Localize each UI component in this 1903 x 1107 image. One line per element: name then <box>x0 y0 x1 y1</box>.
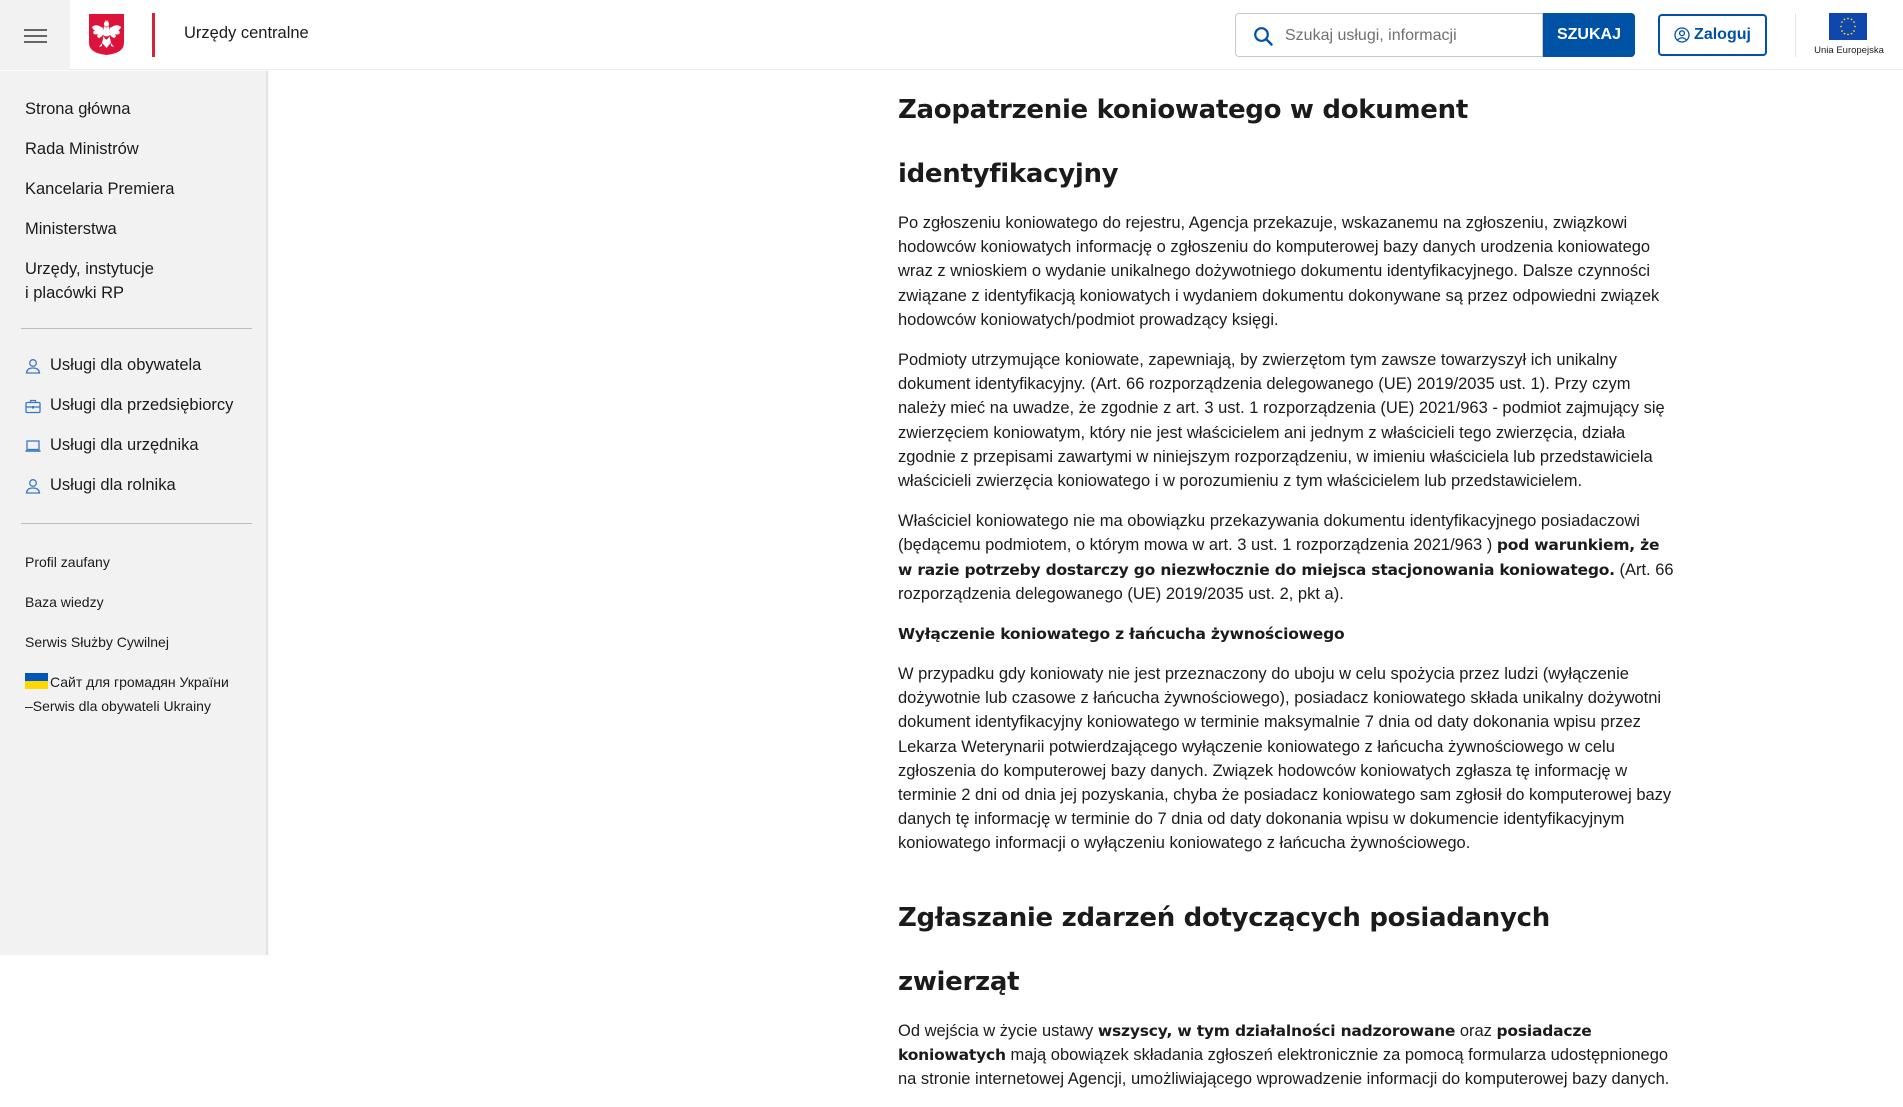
sidebar-link-label: Сайт для громадян України <box>50 674 229 690</box>
paragraph-text: mają obowiązek składania zgłoszeń elektronicznie za pomocą formularza udostępnionego na stronie internetowej Agencji, umożliwiającego wprowadzenie informacji do komputerowej bazy danych. <box>898 1045 1670 1089</box>
paragraph <box>898 509 1678 606</box>
eu-label: Unia Europejska <box>1814 45 1884 56</box>
main-content <box>898 78 1678 1107</box>
user-circle-icon <box>1674 27 1690 43</box>
laptop-icon <box>25 438 41 454</box>
sidebar-item-label: Urzędy, instytucje <box>25 260 154 278</box>
sidebar-link-baza-wiedzy[interactable]: Baza wiedzy <box>25 594 104 610</box>
briefcase-icon <box>25 398 41 414</box>
sidebar-link-sluzba-cywilna[interactable]: Serwis Służby Cywilnej <box>25 634 169 650</box>
paragraph-bold-text: pod warunkiem, że w razie potrzeby dostarczy go niezwłocznie do miejsca stacjonowania koniowatego. <box>898 536 1660 579</box>
sidebar-item-ministerstwa[interactable]: Ministerstwa <box>25 220 117 238</box>
login-label: Zaloguj <box>1694 26 1751 43</box>
header-red-divider <box>152 13 155 57</box>
sidebar-item-label: Usługi dla rolnika <box>50 476 176 494</box>
sidebar-item-kancelaria-premiera[interactable]: Kancelaria Premiera <box>25 180 175 198</box>
sidebar-link-label: –Serwis dla obywateli Ukrainy <box>25 698 211 714</box>
person-icon <box>25 358 41 374</box>
paragraph-text: (Art. 66 rozporządzenia delegowanego (UE) 2019/2035 ust. 2, pkt a). <box>898 560 1674 603</box>
subheading: Wyłączenie koniowatego z łańcucha żywnościowego <box>898 625 1345 644</box>
hamburger-icon-line <box>24 41 47 43</box>
paragraph: Podmioty utrzymujące koniowate, zapewniają, by zwierzętom tym zawsze towarzyszył ich unikalny dokument identyfikacyjny. (Art. 66 rozporządzenia delegowanego (UE) 2019/2035 ust. 1). Przy czym należy mieć na uwadze, że zgodnie z art. 3 ust. 1 rozporządzenia (UE) 2021/963 - podmiot zajmujący się zwierzęciem koniowatym, który nie jest właścicielem ani jednym z właścicieli tego zwierzęcia, działa zgodnie z przepisami zawartymi w niniejszym rozporządzeniu, w imieniu właściciela lub przedstawiciela właścicieli zwierzęcia koniowatego i w porozumieniu z tym właścicielem lub przedstawicielem. <box>898 351 1665 491</box>
paragraph-bold-text: wszyscy, w tym działalności nadzorowane <box>1097 1021 1456 1040</box>
search-input[interactable] <box>1285 22 1530 50</box>
paragraph-bold-text: posiadacze koniowatych <box>898 1021 1592 1064</box>
search-field[interactable] <box>1235 13 1543 57</box>
sidebar-item-label: i placówki RP <box>25 284 125 302</box>
person-icon <box>25 478 41 494</box>
search-button[interactable]: SZUKAJ <box>1543 13 1635 57</box>
sidebar-item-uslugi-obywatel[interactable] <box>25 356 201 375</box>
sidebar-item-label: Usługi dla przedsiębiorcy <box>50 396 234 414</box>
top-header <box>0 0 1903 70</box>
sidebar-divider <box>21 523 252 524</box>
paragraph-text: Właściciel koniowatego nie ma obowiązku przekazywania dokumentu identyfikacyjnego posiadaczowi (będącemu podmiotem, o którym mowa w art. 3 ust. 1 rozporządzenia 2021/963 ) <box>898 512 1640 555</box>
sidebar-item-uslugi-przedsiebiorca[interactable] <box>25 396 233 415</box>
site-title[interactable]: Urzędy centralne <box>184 24 309 42</box>
paragraph: Po zgłoszeniu koniowatego do rejestru, Agencja przekazuje, wskazanemu na zgłoszeniu, związkowi hodowców koniowatych informację o zgłoszeniu do komputerowej bazy danych urodzenia koniowatego wraz z wnioskiem o wydanie unikalnego dożywotniego dokumentu identyfikacyjnego. Dalsze czynności związane z identyfikacją koniowatych i wydaniem dokumentu dokonywane są przez odpowiedni związek hodowców koniowatych/podmiot prowadzący księgi. <box>898 214 1660 329</box>
menu-button[interactable] <box>0 0 70 70</box>
header-separator <box>1795 13 1796 57</box>
sidebar <box>0 71 268 955</box>
sidebar-link-profil-zaufany[interactable]: Profil zaufany <box>25 554 110 570</box>
hamburger-icon-line <box>24 29 47 31</box>
polish-eagle-emblem-icon[interactable] <box>88 13 125 56</box>
sidebar-item-uslugi-urzednik[interactable] <box>25 436 199 455</box>
login-button[interactable] <box>1658 14 1767 56</box>
sidebar-item-urzedy[interactable] <box>25 257 154 305</box>
sidebar-item-rada-ministrow[interactable]: Rada Ministrów <box>25 140 139 158</box>
hamburger-icon-line <box>24 35 47 37</box>
paragraph-text: oraz <box>1455 1021 1497 1040</box>
paragraph <box>898 1019 1678 1092</box>
sidebar-item-label: Usługi dla obywatela <box>50 356 202 374</box>
paragraph: W przypadku gdy koniowaty nie jest przeznaczony do uboju w celu spożycia przez ludzi (wyłączenie dożywotnie lub czasowe z łańcucha żywnościowego), posiadacz koniowatego składa unikalny dożywotni dokument identyfikacyjny koniowatego w terminie maksymalnie 7 dnia od daty dokonania wpisu przez Lekarza Weterynarii potwierdzającego wyłączenie koniowatego z łańcucha żywnościowego w celu zgłoszenia do komputerowej bazy danych. Związek hodowców koniowatych zgłasza tę informację w terminie 2 dni od dnia jej pozyskania, chyba że posiadacz koniowatego sam zgłosił do komputerowej bazy danych tę informację w terminie do 7 dnia od daty dokonania wpisu w dokumencie identyfikacyjnym koniowatego informacji o wyłączeniu koniowatego z łańcucha żywnościowego. <box>898 665 1672 853</box>
sidebar-item-strona-glowna[interactable]: Strona główna <box>25 100 131 118</box>
eu-flag-icon[interactable] <box>1829 13 1867 40</box>
section-heading: Zgłaszanie zdarzeń dotyczących posiadanych zwierząt <box>898 902 1550 997</box>
sidebar-item-label: Usługi dla urzędnika <box>50 436 199 454</box>
section-heading: Zaopatrzenie koniowatego w dokument identyfikacyjny <box>898 95 1468 189</box>
ukraine-flag-icon <box>25 673 48 689</box>
paragraph-text: Od wejścia w życie ustawy <box>898 1021 1098 1040</box>
search-icon <box>1253 26 1273 46</box>
sidebar-item-uslugi-rolnik[interactable] <box>25 476 176 495</box>
sidebar-divider <box>21 328 252 329</box>
sidebar-link-ukraina[interactable] <box>25 670 229 718</box>
